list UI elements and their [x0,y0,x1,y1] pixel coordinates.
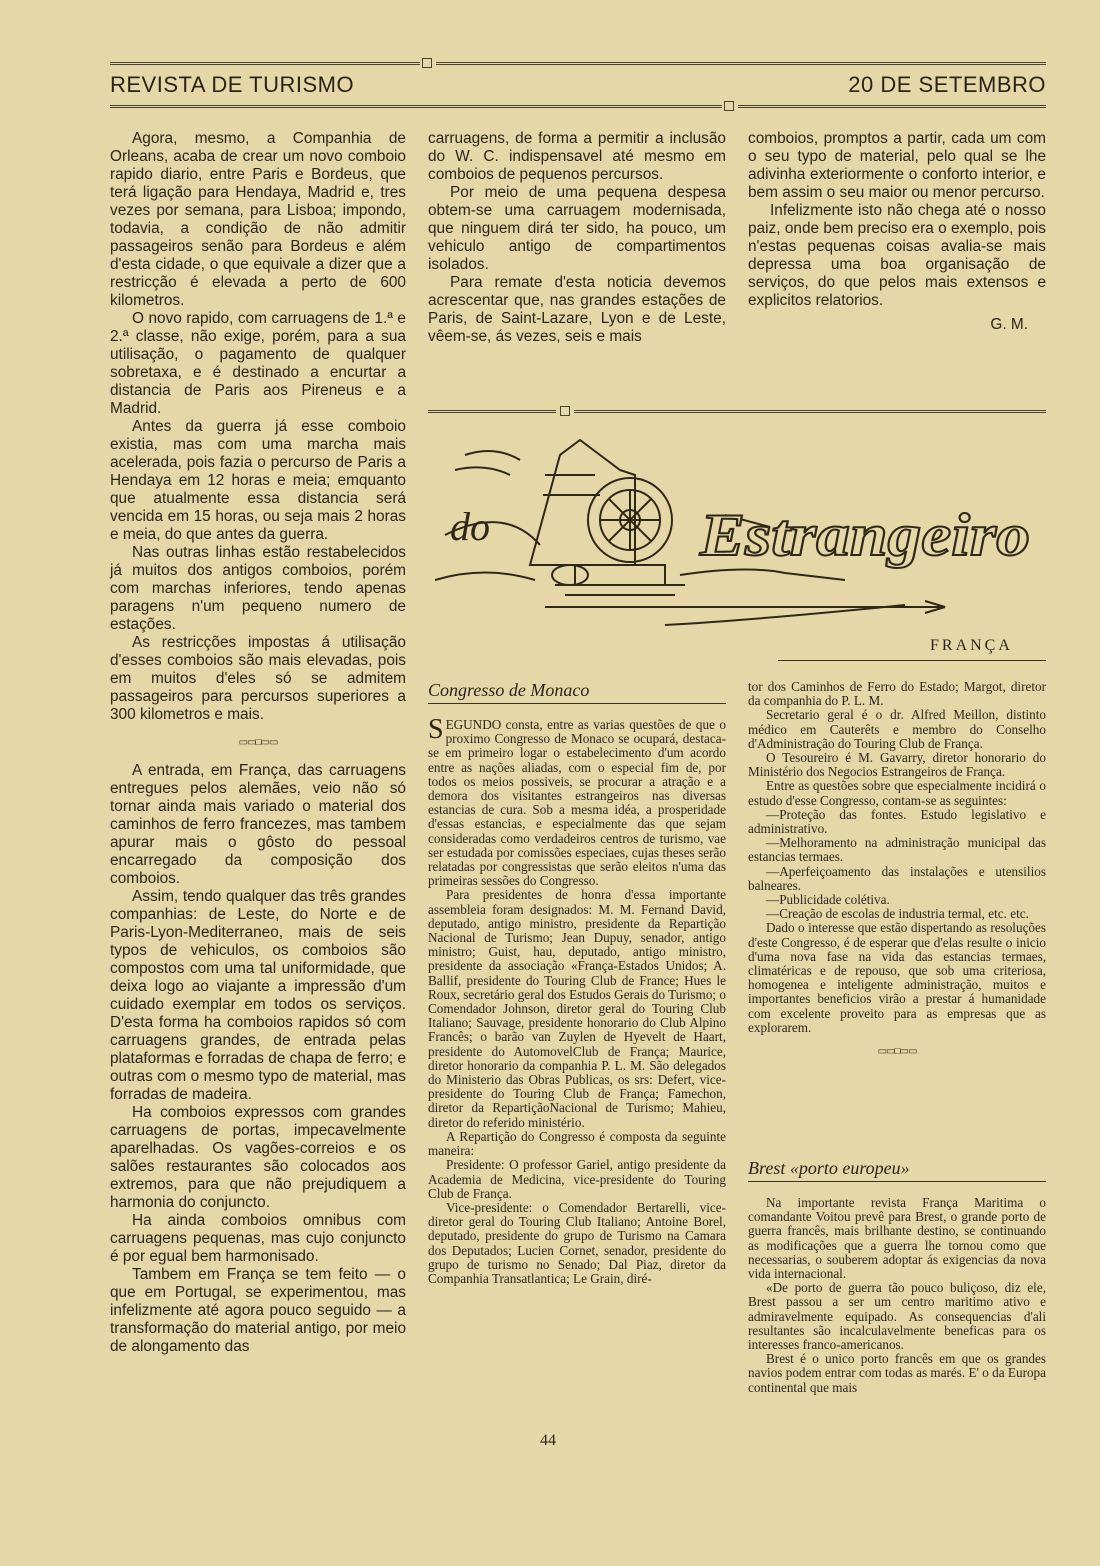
list-item: —Creação de escolas de industria termal, etc. etc. [766,906,1029,922]
section-label-franca: FRANÇA [930,637,1013,654]
paragraph: Nas outras linhas estão restabelecidos já muitos dos antigos comboios, porém com marchas inferiores, tendo apenas paragens n'um pequeno numero de estações. [110,544,406,633]
header-ornament-top [422,58,432,68]
paragraph: A Repartição do Congresso é composta da seguinte maneira: [428,1128,726,1159]
paragraph: Ha ainda comboios omnibus com carruagens pequenas, mas cujo conjuncto é por egual bem harmonisado. [110,1212,406,1265]
article-column-2 [428,130,726,346]
paragraph: As restricções impostas á utilisação d'esses comboios são mais elevadas, pois em muitos d'eles só se admitem passageiros para percursos superiores a 300 kilometros e mais. [110,634,406,723]
header-top-rule-left [110,62,420,65]
brest-title: Brest «porto europeu» [748,1158,910,1178]
header-bottom-rule-left [110,105,722,108]
list-item: —Publicidade colétiva. [766,892,890,908]
paragraph: Assim, tendo qualquer das três grandes companhias: de Leste, do Norte e de Paris-Lyon-Mediterraneo, mais de seis typos de vehiculos, os comboios são compostos com uma tal uniformidade, que deixa logo ao viajante a impressão d'um cuidado exemplar em todos os serviços. D'esta forma ha comboios rapidos só com carruagens grandes, de entrada pelas plataformas e forradas de chapa de ferro; e outras com o mesmo typo de material, mas forradas de madeira. [110,888,407,1103]
banner-word-estrangeiro: Estrangeiro [698,502,1030,568]
paragraph: Na importante revista França Maritima o comandante Voitou prevê para Brest, o grande porto de guerra francês, mais brilhante destino, se continuando as modificações que a guerra lhe tornou como que necessarias, o souberem adoptar ás exigencias da nova vida internacional. [748,1195,1046,1282]
paragraph: «De porto de guerra tão pouco buliçoso, diz ele, Brest passou a ser um centro maritimo ativo e admiravelmente equipado. As consequencias d'ali resultantes são incalculavelmente beneficas para os interesses franco-americanos. [748,1280,1046,1353]
paragraph: O novo rapido, com carruagens de 1.ª e 2.ª classe, não exige, porém, para a sua utilisação, o pagamento de qualquer sobretaxa, e é destinado a encurtar a distancia de Paris aos Pireneus e a Madrid. [110,310,406,417]
paragraph: carruagens, de forma a permitir a inclusão do W. C. indispensavel até mesmo em comboios de pequenos percursos. [428,130,726,183]
paragraph: Por meio de uma pequena despesa obtem-se uma carruagem modernisada, que ninguem dirá ter sido, ha pouco, um vehiculo antigo de compartimentos isolados. [428,184,726,273]
list-item: —Melhoramento na administração municipal das estancias termaes. [748,835,1046,865]
paragraph: comboios, promptos a partir, cada um com o seu typo de material, pelo qual se lhe adivinha exteriormente o conforto interior, e bem assim o seu maior ou menor percurso. [748,130,1046,201]
paragraph: Dado o interesse que estão dispertando as resoluções d'este Congresso, é de esperar que d'elas resulte o inicio d'uma nova fase na vida das estancias termaes, climatéricas e de repouso, que sob uma criteriosa, homogenea e inteligente administração, muitos e importantes beneficios virão a prestar á humanidade com excelente proveito para as empresas que as explorarem. [748,920,1046,1035]
paragraph: Para remate d'esta noticia devemos acrescentar que, nas grandes estações de Paris, de Saint-Lazare, Lyon e de Leste, vêem-se, ás vezes, seis e mais [428,274,726,345]
brest-column [748,1196,1046,1395]
article-signature: G. M. [990,316,1028,333]
paragraph: Ha comboios expressos com grandes carruagens de portas, impecavelmente aparelhadas. Os vagões-correios e os salões restaurantes são colocados aos extremos, para que não prejudiquem a harmonia do conjuncto. [110,1104,406,1211]
paragraph: Secretario geral é o dr. Alfred Meillon, distinto médico em Cauterêts e membro do Conselho d'Administração do Touring Club de França. [748,707,1046,751]
brest-title-rule [748,1181,1046,1182]
page-number: 44 [540,1432,556,1449]
paragraph: Brest é o unico porto francês em que os grandes navios podem entrar com todas as marés. E' o da Europa continental que mais [748,1351,1046,1395]
paragraph: A entrada, em França, das carruagens entregues pelos alemães, veio não só tornar ainda mais variado o material dos caminhos de ferro francezes, mas tambem apurar mais o gôsto do pessoal encarregado da composição dos comboios. [110,762,406,887]
drop-cap: S [428,714,444,745]
header-bottom-rule-right [738,105,1046,108]
section-rule-left [428,410,556,413]
list-item: —Proteção das fontes. Estudo legislativo e administrativo. [748,806,1046,837]
congresso-title: Congresso de Monaco [428,680,590,700]
paragraph: Entre as questões sobre que especialmente incidirá o estudo d'esse Congresso, contam-se as seguintes: [748,778,1046,808]
paragraph: Antes da guerra já esse comboio existia, mas com uma marcha mais acelerada, pois fazia o percurso de Paris a Hendaya em 12 horas e meia; emquanto que atualmente essa distancia será vencida em 15 horas, ou seja mais 2 horas e meia, do que antes da guerra. [110,418,406,543]
header-ornament-bottom [724,101,734,111]
paragraph: O Tesoureiro é M. Gavarry, diretor honorario do Ministério dos Negocios Estrangeiros de França. [748,750,1046,780]
paragraph: Infelizmente isto não chega até o nosso paiz, onde bem preciso era o exemplo, pois n'estas pequenas coisas avalia-se mais depressa uma boa organisação de serviços, do que pelos mais extensos e explicitos relatorios. [748,202,1046,309]
congresso-title-rule [428,703,726,704]
list-item: —Aperfeiçoamento das instalações e utensilios balneares. [748,863,1046,893]
paragraph-text: EGUNDO consta, entre as varias questões de que o proximo Congresso de Monaco se ocupará, destaca-se em primeiro logar o estabelecimento d'um acordo entre as nações aliadas, com o especial fim de, por todos os meios possiveis, se procurar a atração e a demora dos visitantes estrangeiros nas diversas estancias de cura. Sob a mesma idéa, a prosperidade d'essas estancias, e especialmente das que sejam consideradas como verdadeiros centros de turismo, vae ser estudada por comissões especiaes, cujas theses serão relatadas por congressistas que serão eleitos n'uma das primeiras sessões do Congresso. [428,717,726,889]
header-top-rule-right [436,62,1046,65]
separator-ornament: ▭▭□▭▭ [238,737,278,748]
paragraph [428,714,726,889]
congresso-column [428,714,726,1286]
article-column-1 [110,130,406,1356]
paragraph: Presidente: O professor Gariel, antigo presidente da Academia de Medicina, vice-presidente do Touring Club de França. [428,1157,726,1201]
congresso-continued-column [748,680,1046,1069]
paragraph: Tambem em França se tem feito — o que em Portugal, se experimentou, mas infelizmente até agora pouco seguido — a transformação do material antigo, por meio de alongamento das [110,1266,406,1355]
running-title: REVISTA DE TURISMO [110,72,355,97]
article-column-3 [748,130,1046,334]
running-date: 20 DE SETEMBRO [848,72,1046,97]
paragraph: Vice-presidente: o Comendador Bertarelli, vice-diretor geral do Touring Club Italiano; Antoine Borel, deputado, presidente do grupo de Turismo na Camara dos Deputados; Lucien Cornet, senador, presidente do grupo de turismo no Senado; Dal Piaz, diretor da Companhia Transatlantica; Le Grain, diré- [428,1199,726,1286]
paragraph: Para presidentes de honra d'essa importante assembleia foram designados: M. M. Fernand David, deputado, antigo ministro, presidente da Repartição Nacional de Turismo; Jean Dupuy, senador, antigo ministro; Guist, hau, deputado, antigo ministro, presidente da associação «França-Estados Unidos; A. Ballif, presidente do Touring Club de France; Hues le Roux, secretário geral dos Estudos Gerais do Turismo; o Comendador Johnson, diretor geral do Touring Club Italiano; Sauvage, presidente honorario do Club Alpino Francês; o barão van Zuylen de Hyevelt de Haart, presidente do AutomovelClub de França; Maurice, diretor honorario da companhia P. L. M. São delegados do Ministerio das Obras Publicas, os srs: Defert, vice-presidente do Touring Club de França; Famechon, diretor da RepartiçãoNacional de Turismo; Mahieu, diretor do referido ministério. [428,887,726,1130]
do-estrangeiro-banner [425,415,1050,640]
paragraph: Agora, mesmo, a Companhia de Orleans, acaba de crear um novo comboio rapido diario, entre Paris e Bordeus, que terá ligação para Hendaya, Madrid e, tres vezes por semana, para Lisboa; impondo, todavia, a condição de não admitir passageiros senão para Bordeus e além d'esta cidade, o que equivale a dizer que a restricção é elevada a perto de 600 kilometros. [110,130,406,309]
section-rule-right [574,410,1046,413]
paragraph: tor dos Caminhos de Ferro do Estado; Margot, diretor da companhia do P. L. M. [748,679,1046,709]
separator-ornament: ▭▭□▭▭ [877,1046,917,1058]
franca-underline [778,660,1046,661]
banner-word-do: do [450,504,490,549]
